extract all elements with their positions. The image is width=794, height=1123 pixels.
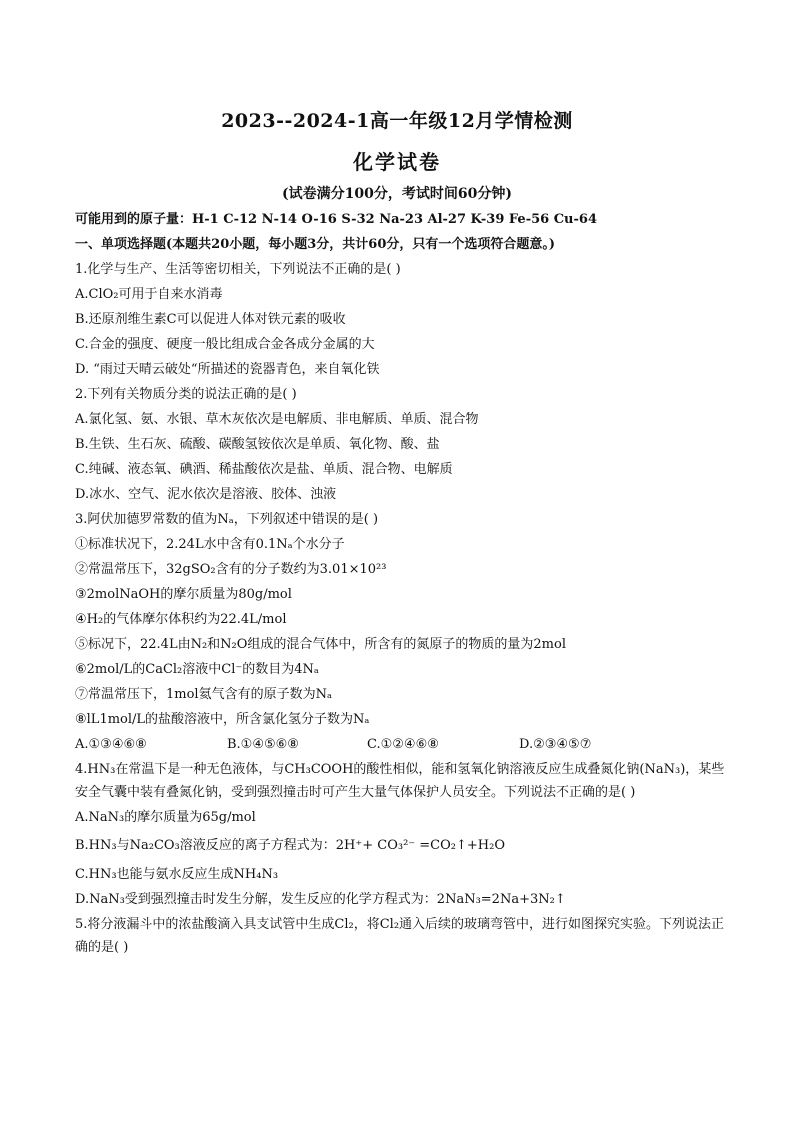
- question-1: [75, 257, 725, 382]
- q3-option-d: D.②③④⑤⑦: [519, 737, 592, 752]
- q3-statement-3: ③2molNaOH的摩尔质量为80g/mol: [75, 587, 292, 602]
- q3-statement-1: ①标准状况下，2.24L水中含有0.1Nₐ个水分子: [75, 537, 345, 552]
- q1-option-b: B.还原剂维生素C可以促进人体对铁元素的吸收: [75, 312, 346, 327]
- exam-title: 2023--2024-1高一年级12月学情检测: [221, 110, 573, 132]
- q3-statement-4: ④H₂的气体摩尔体积约为22.4L/mol: [75, 612, 287, 627]
- q1-option-c: C.合金的强度、硬度一般比组成合金各成分金属的大: [75, 337, 375, 352]
- q2-option-d: D.冰水、空气、泥水依次是溶液、胶体、浊液: [75, 487, 337, 502]
- q1-stem: 1.化学与生产、生活等密切相关，下列说法不正确的是( ): [75, 262, 401, 277]
- question-3: [75, 507, 725, 757]
- q2-stem: 2.下列有关物质分类的说法正确的是( ): [75, 387, 297, 402]
- section-heading: 一、单项选择题(本题共20小题，每小题3分，共计60分，只有一个选项符合题意。): [75, 237, 556, 252]
- exam-subject: 化学试卷: [353, 150, 441, 174]
- q5-stem: 5.将分液漏斗中的浓盐酸滴入具支试管中生成Cl₂，将Cl₂通入后续的玻璃弯管中，进行如图探究实验。下列说法正确的是( ): [75, 917, 725, 955]
- q4-stem: 4.HN₃在常温下是一种无色液体，与CH₃COOH的酸性相似，能和氢氧化钠溶液反应生成叠氮化钠(NaN₃)，某些安全气囊中装有叠氮化钠，受到强烈撞击时可产生大量气体保护人员安全。下列说法不正确的是( ): [75, 762, 725, 800]
- q4-option-c: C.HN₃也能与氨水反应生成NH₄N₃: [75, 867, 279, 882]
- q1-option-a: A.ClO₂可用于自来水消毒: [75, 287, 223, 302]
- q3-statement-5: ⑤标况下，22.4L由N₂和N₂O组成的混合气体中，所含有的氮原子的物质的量为2mol: [75, 637, 566, 652]
- q4-option-b: B.HN₃与Na₂CO₃溶液反应的离子方程式为：2H⁺+ CO₃²⁻ =CO₂↑+H₂O: [75, 838, 505, 853]
- q3-statement-2: ②常温常压下，32gSO₂含有的分子数约为3.01×10²³: [75, 562, 387, 577]
- q4-option-a: A.NaN₃的摩尔质量为65g/mol: [75, 810, 256, 825]
- q3-statement-6: ⑥2mol/L的CaCl₂溶液中Cl⁻的数目为4Nₐ: [75, 662, 319, 677]
- q3-option-b: B.①④⑤⑥⑧: [227, 737, 299, 752]
- q4-option-d: D.NaN₃受到强烈撞击时发生分解，发生反应的化学方程式为：2NaN₃=2Na+3N₂↑: [75, 892, 566, 907]
- q3-option-c: C.①②④⑥⑧: [367, 737, 439, 752]
- q1-option-d: D. “雨过天晴云破处“所描述的瓷器青色，来自氧化铁: [75, 362, 380, 377]
- question-5: [75, 913, 725, 959]
- q3-statement-8: ⑧lL1mol/L的盐酸溶液中，所含氯化氢分子数为Nₐ: [75, 712, 370, 727]
- atomic-masses: 可能用到的原子量：H-1 C-12 N-14 O-16 S-32 Na-23 Al-27 K-39 Fe-56 Cu-64: [75, 212, 597, 227]
- q3-options: [75, 732, 725, 757]
- q3-statement-7: ⑦常温常压下，1mol氦气含有的原子数为Nₐ: [75, 687, 332, 702]
- q3-option-a: A.①③④⑥⑧: [75, 737, 147, 752]
- exam-note: (试卷满分100分，考试时间60分钟): [282, 186, 512, 202]
- q2-option-c: C.纯碱、液态氧、碘酒、稀盐酸依次是盐、单质、混合物、电解质: [75, 462, 453, 477]
- q2-option-a: A.氯化氢、氨、水银、草木灰依次是电解质、非电解质、单质、混合物: [75, 412, 479, 427]
- q3-stem: 3.阿伏加德罗常数的值为Nₐ，下列叙述中错误的是( ): [75, 512, 379, 527]
- question-4: [75, 758, 725, 912]
- question-2: [75, 382, 725, 507]
- q2-option-b: B.生铁、生石灰、硫酸、碳酸氢铵依次是单质、氧化物、酸、盐: [75, 437, 440, 452]
- exam-content: [75, 207, 725, 960]
